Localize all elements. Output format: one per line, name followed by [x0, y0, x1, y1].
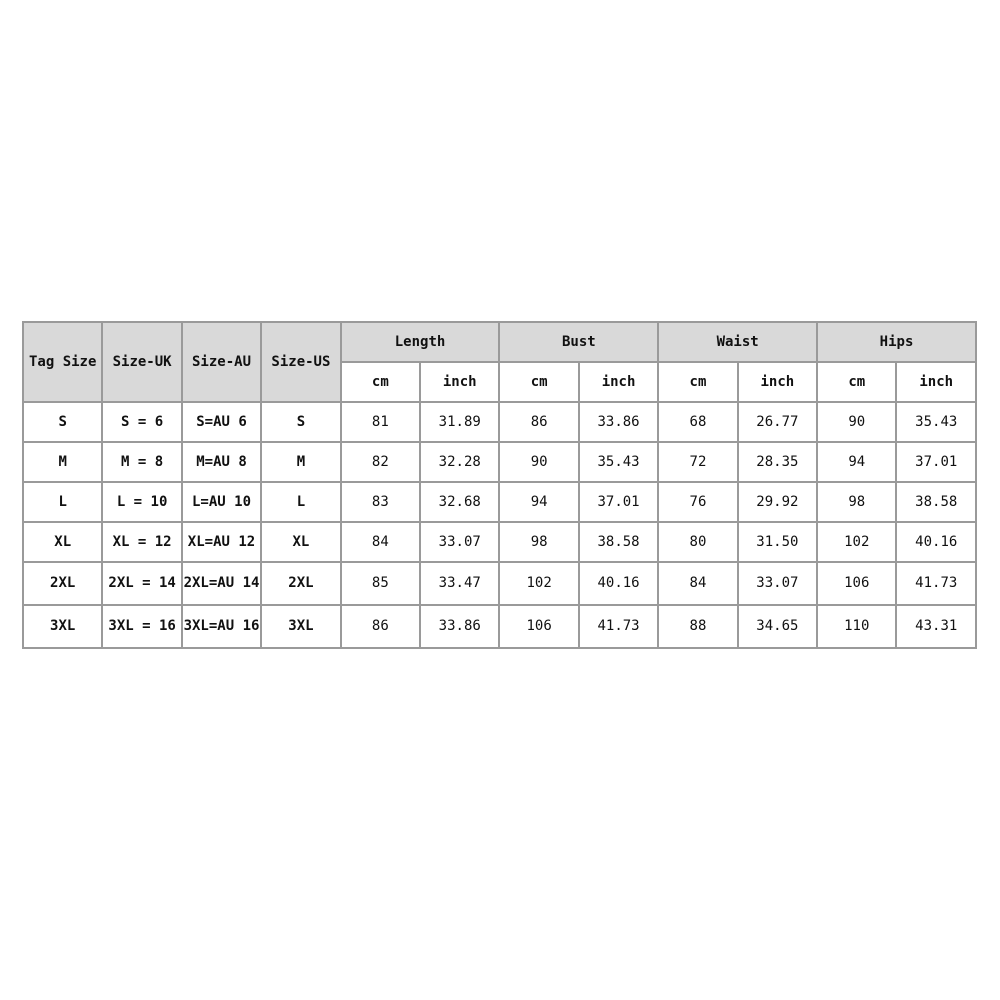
measurement-cell: 102	[499, 562, 578, 605]
measurement-cell: 86	[499, 402, 578, 442]
measurement-cell: 90	[817, 402, 896, 442]
unit-cell: inch	[579, 362, 658, 402]
measurement-cell: 81	[341, 402, 420, 442]
measurement-cell: 94	[499, 482, 578, 522]
measurement-cell: 29.92	[738, 482, 817, 522]
measurement-cell: 32.28	[420, 442, 499, 482]
size-us-cell: XL	[261, 522, 340, 562]
header-row-groups	[23, 322, 976, 362]
measurement-cell: 90	[499, 442, 578, 482]
size-au-cell: M=AU 8	[182, 442, 261, 482]
unit-cell: cm	[499, 362, 578, 402]
measurement-cell: 110	[817, 605, 896, 648]
table-row	[23, 442, 976, 482]
header-size-us: Size-US	[261, 322, 340, 402]
header-size-uk: Size-UK	[102, 322, 181, 402]
size-chart-table	[22, 321, 977, 649]
measurement-cell: 68	[658, 402, 737, 442]
header-tag-size: Tag Size	[23, 322, 102, 402]
header-size-au: Size-AU	[182, 322, 261, 402]
tag-size-cell: XL	[23, 522, 102, 562]
size-uk-cell: 2XL = 14	[102, 562, 181, 605]
measurement-cell: 37.01	[896, 442, 976, 482]
size-us-cell: 2XL	[261, 562, 340, 605]
measurement-cell: 106	[499, 605, 578, 648]
measurement-cell: 40.16	[579, 562, 658, 605]
size-au-cell: L=AU 10	[182, 482, 261, 522]
measurement-cell: 33.86	[579, 402, 658, 442]
tag-size-cell: M	[23, 442, 102, 482]
size-us-cell: S	[261, 402, 340, 442]
measurement-cell: 38.58	[896, 482, 976, 522]
size-us-cell: L	[261, 482, 340, 522]
tag-size-cell: S	[23, 402, 102, 442]
table-row	[23, 562, 976, 605]
measurement-cell: 31.50	[738, 522, 817, 562]
measurement-cell: 43.31	[896, 605, 976, 648]
measurement-cell: 33.07	[738, 562, 817, 605]
table-row	[23, 482, 976, 522]
measurement-cell: 98	[499, 522, 578, 562]
measurement-cell: 82	[341, 442, 420, 482]
measurement-cell: 84	[341, 522, 420, 562]
measurement-cell: 33.86	[420, 605, 499, 648]
measurement-cell: 80	[658, 522, 737, 562]
size-au-cell: XL=AU 12	[182, 522, 261, 562]
tag-size-cell: L	[23, 482, 102, 522]
measurement-cell: 34.65	[738, 605, 817, 648]
size-uk-cell: 3XL = 16	[102, 605, 181, 648]
unit-cell: inch	[420, 362, 499, 402]
measurement-cell: 76	[658, 482, 737, 522]
header-waist: Waist	[658, 322, 817, 362]
table-row	[23, 402, 976, 442]
measurement-cell: 28.35	[738, 442, 817, 482]
header-bust: Bust	[499, 322, 658, 362]
size-au-cell: S=AU 6	[182, 402, 261, 442]
measurement-cell: 88	[658, 605, 737, 648]
tag-size-cell: 2XL	[23, 562, 102, 605]
measurement-cell: 106	[817, 562, 896, 605]
measurement-cell: 26.77	[738, 402, 817, 442]
unit-cell: cm	[817, 362, 896, 402]
measurement-cell: 41.73	[579, 605, 658, 648]
measurement-cell: 98	[817, 482, 896, 522]
size-uk-cell: S = 6	[102, 402, 181, 442]
size-us-cell: 3XL	[261, 605, 340, 648]
header-hips: Hips	[817, 322, 976, 362]
measurement-cell: 33.07	[420, 522, 499, 562]
header-length: Length	[341, 322, 500, 362]
measurement-cell: 40.16	[896, 522, 976, 562]
unit-cell: cm	[658, 362, 737, 402]
unit-cell: cm	[341, 362, 420, 402]
table-row	[23, 605, 976, 648]
size-uk-cell: XL = 12	[102, 522, 181, 562]
size-us-cell: M	[261, 442, 340, 482]
size-rows	[23, 402, 976, 648]
measurement-cell: 72	[658, 442, 737, 482]
measurement-cell: 102	[817, 522, 896, 562]
size-au-cell: 3XL=AU 16	[182, 605, 261, 648]
unit-cell: inch	[896, 362, 976, 402]
size-au-cell: 2XL=AU 14	[182, 562, 261, 605]
measurement-cell: 84	[658, 562, 737, 605]
measurement-cell: 35.43	[896, 402, 976, 442]
size-uk-cell: M = 8	[102, 442, 181, 482]
measurement-cell: 35.43	[579, 442, 658, 482]
measurement-cell: 41.73	[896, 562, 976, 605]
size-uk-cell: L = 10	[102, 482, 181, 522]
table-row	[23, 522, 976, 562]
measurement-cell: 38.58	[579, 522, 658, 562]
unit-cell: inch	[738, 362, 817, 402]
measurement-cell: 83	[341, 482, 420, 522]
measurement-cell: 31.89	[420, 402, 499, 442]
measurement-cell: 37.01	[579, 482, 658, 522]
measurement-cell: 33.47	[420, 562, 499, 605]
measurement-cell: 32.68	[420, 482, 499, 522]
measurement-cell: 86	[341, 605, 420, 648]
measurement-cell: 94	[817, 442, 896, 482]
measurement-cell: 85	[341, 562, 420, 605]
tag-size-cell: 3XL	[23, 605, 102, 648]
